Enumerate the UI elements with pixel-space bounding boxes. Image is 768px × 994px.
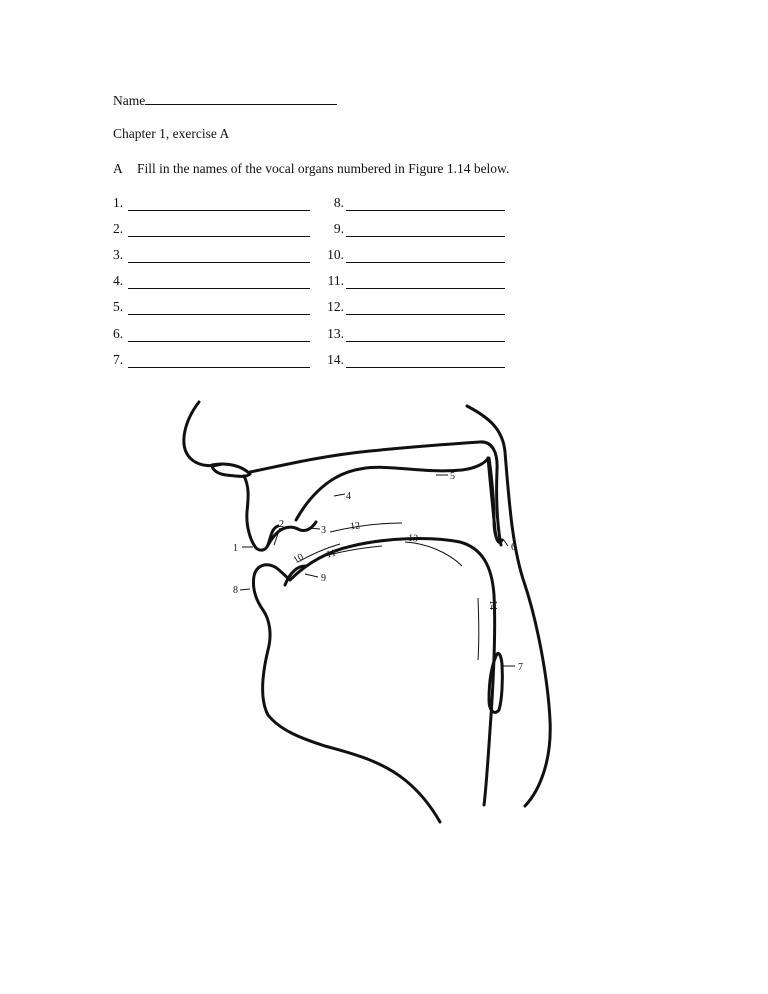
answer-number: 7. [113, 352, 124, 367]
arrow-4 [334, 494, 345, 496]
answer-number: 4. [113, 273, 124, 288]
name-label: Name [113, 93, 146, 108]
palate-outline [250, 442, 501, 545]
answer-number: 13. [327, 326, 344, 341]
answer-number: 5. [113, 299, 124, 314]
figure-label-4: 4 [346, 491, 351, 502]
answer-number: 12. [327, 299, 344, 314]
figure-label-7: 7 [518, 662, 523, 673]
figure-label-9: 9 [321, 573, 326, 584]
figure-label-2: 2 [279, 519, 284, 530]
arrow-6 [503, 539, 508, 546]
answer-number: 11. [327, 273, 344, 288]
instruction-letter: A [113, 161, 123, 176]
figure-label-8: 8 [233, 585, 238, 596]
figure-label-11: 11 [325, 547, 338, 561]
figure-label-5: 5 [450, 471, 455, 482]
figure-label-12: 12 [349, 520, 361, 533]
answer-number: 14. [327, 352, 344, 367]
figure-label-3: 3 [321, 525, 326, 536]
figure-label-10: 10 [291, 551, 306, 567]
nose-outline [184, 402, 222, 466]
figure-label-13: 13 [407, 532, 419, 545]
guide-line-13 [405, 542, 462, 566]
figure-label-1: 1 [233, 543, 238, 554]
figure-label-14: 14 [487, 600, 498, 610]
chapter-heading: Chapter 1, exercise A [113, 126, 230, 141]
arrow-8 [240, 589, 250, 590]
lower-lip-outline [253, 565, 440, 822]
answer-number: 1. [113, 195, 124, 210]
answer-number: 10. [327, 247, 344, 262]
answer-number: 8. [333, 195, 344, 210]
guide-line-14 [478, 598, 479, 660]
answer-number: 6. [113, 326, 124, 341]
guide-line-12 [330, 523, 402, 532]
answer-number: 9. [333, 221, 344, 236]
hard-palate-outline [296, 458, 502, 542]
answer-number: 2. [113, 221, 124, 236]
figure-label-6: 6 [511, 542, 516, 553]
instruction-text: Fill in the names of the vocal organs numbered in Figure 1.14 below. [137, 161, 510, 176]
answer-number: 3. [113, 247, 124, 262]
arrow-9 [305, 574, 318, 577]
